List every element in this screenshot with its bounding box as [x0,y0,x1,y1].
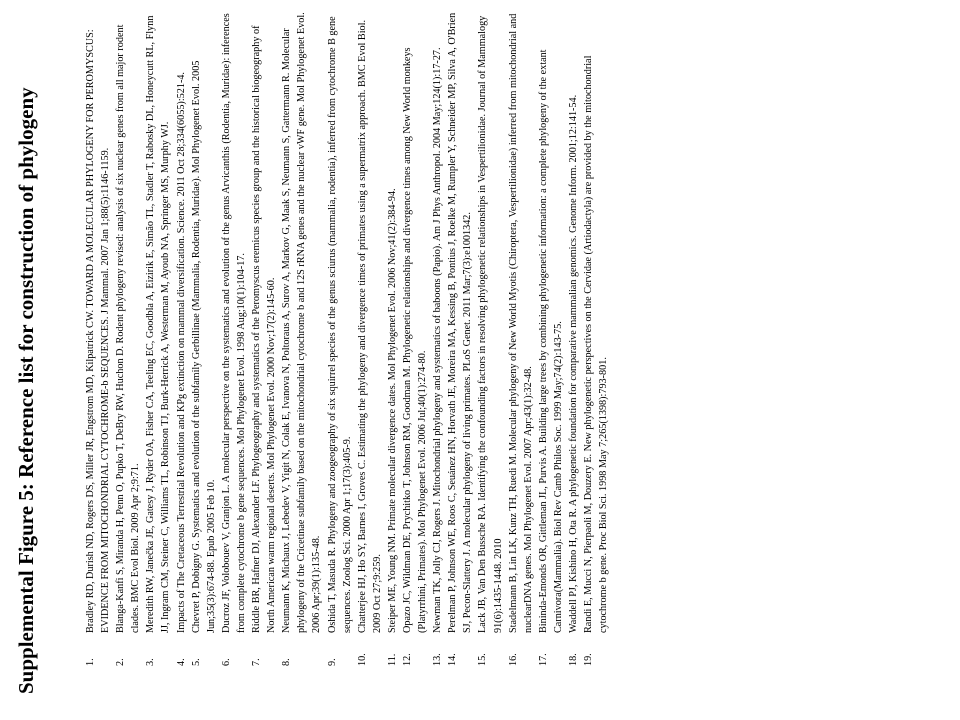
reference-text: Perelman P, Johnson WE, Roos C, Seuánez HN, Horvath JE, Moreira MA, Kessing B, Pontius J, Roelke M, Rumpler Y, Schneider MP, Silva A, O'Brien SJ, Pecon-Slattery J. A molecular phylogeny of living primates. PLoS Genet. 2011 Mar;7(3):e1001342. [447,12,474,633]
reference-number: 10. [356,653,368,666]
reference-text: Chatterjee HJ, Ho SY, Barnes I, Groves C. Estimating the phylogeny and divergence times of primates using a supermatrix approach. BMC Evol Biol. 2009 Oct 27;9:259. [356,19,383,633]
reference-text: Steiper ME, Young NM. Primate molecular divergence dates. Mol Phylogenet Evol. 2006 Nov;41(2):384-94. [386,188,398,633]
reference-item [325,6,355,666]
reference-text: Opazo JC, Wildman DE, Prychitko T, Johnson RM, Goodman M. Phylogenetic relationships and divergence times among New World monkeys (Platyrrhini, Primates). Mol Phylogenet Evol. 2006 Jul;40(1):274-80. [401,47,429,633]
reference-text: Stadelmann B, Lin LK, Kunz TH, Ruedi M. Molecular phylogeny of New World Myotis (Chiroptera, Vespertilionidae) inferred from mitochondrial and nuclearDNA genes. Mol Phylogenet Evol. 2007 Apr;43(1):32-48. [507,13,534,633]
reference-number: 17. [537,653,549,666]
reference-item [174,6,189,666]
reference-text: Randi E, Mucci N, Pierpaoli M, Douzery E. New phylogenetic perspectives on the Cervidae (Artiodactyla) are provided by the mitochondrial cytochrome b gene. Proc Biol Sci. 1998 May 7;265(1398):793-801. [583,55,610,633]
reference-text: Oshida T, Masuda R. Phylogeny and zoogeography of six squirrel species of the genus sciurus (mammalia, rodentia), inferred from cytochrome B gene sequences. Zoolog Sci. 2000 Apr 1;17(3):405-9. [326,16,353,633]
reference-item [506,6,536,666]
reference-number: 18. [568,653,579,666]
reference-item [113,6,143,666]
reference-item [536,6,566,666]
reference-item [83,6,113,666]
reference-number: 6. [220,658,232,666]
reference-number: 14. [447,653,459,666]
reference-number: 11. [386,653,398,666]
reference-number: 16. [507,653,519,666]
reference-item [430,6,445,666]
reference-item [189,6,219,666]
reference-text: Meredith RW, Janečka JE, Gatesy J, Ryder OA, Fisher CA, Teeling EC, Goodbla A, Eizirik E, Simão TL, Stadler T, Rabosky DL, Honeycutt RL, Flynn JJ, Ingram CM, Steiner C, Williams TL, Robinson TJ, Burk-Herrick A, Westerman M, Ayoub NA, Springer MS, Murphy WJ. [145,15,172,633]
reference-item [355,6,385,666]
reference-item [279,6,324,666]
reference-number: 9. [326,658,338,666]
reference-list [83,6,611,666]
reference-item [581,6,611,666]
reference-number: 4. [175,658,187,666]
reference-number: 13. [432,653,444,666]
reference-text: Waddell PJ, Kishino H, Ota R. A phylogenetic foundation for comparative mammalian genomics. Genome Inform. 2001;12:141-54. [568,94,579,633]
reference-number: 7. [251,658,263,666]
reference-text: Riddle BR, Hafner DJ, Alexander LF. Phylogeography and systematics of the Peromyscus eremicus species group and the historical biogeography of North American warm regional deserts. Mol Phylogenet Evol. 2000 Nov;17(2):145-60. [251,25,278,633]
reference-number: 1. [85,658,96,666]
reference-text: Lack JB, Van Den Bussche RA. Identifying the confounding factors in resolving phylogenetic relationships in Vespertilionidae. Journal of Mammalogy 91(6):1435-1448. 2010 [477,15,504,633]
reference-item [400,6,430,666]
reference-text: Ducroz JF, Volobouev V, Granjon L. A molecular perspective on the systematics and evolution of the genus Arvicanthis (Rodentia, Muridae): inferences from complete cytochrome b gene sequences. Mol Phylogenet Evol. 1998 Aug;10(1):104-17. [220,13,247,633]
reference-number: 19. [583,653,595,666]
reference-text: Blanga-Kanfi S, Miranda H, Penn O, Pupko T, DeBry RW, Huchon D. Rodent phylogeny revised: analysis of six nuclear genes from all major rodent clades. BMC Evol Biol. 2009 Apr 2;9:71. [115,24,142,633]
reference-text: Newman TK, Jolly CJ, Rogers J. Mitochondrial phylogeny and systematics of baboons (Papio). Am J Phys Anthropol. 2004 May;124(1):17-27. [432,47,444,633]
reference-item [249,6,279,666]
reference-item [445,6,475,666]
reference-number: 15. [477,653,489,666]
reference-number: 5. [190,658,202,666]
reference-text: Chevret P, Dobigny G. Systematics and evolution of the subfamily Gerbillinae (Mammalia, Rodentia, Muridae). Mol Phylogenet Evol. 2005 Jun;35(3):674-88. Epub 2005 Feb 10. [190,60,217,633]
reference-text: Bininda-Emonds OR, Gittleman JL, Purvis A. Building large trees by combining phylogenetic information: a complete phylogeny of the extant Carnivora(Mammalia). Biol Rev Camb Philos Soc. 1999 May;74(2):143-75. [537,49,564,633]
reference-item [475,6,505,666]
reference-text: Impacts of The Cretaceous Terrestrial Revolution and KPg extinction on mammal diversification. Science. 2011 Oct 28;334(6055):521-4. [175,72,187,633]
reference-number: 8. [281,658,293,666]
reference-text: Bradley RD, Durish ND, Rogers DS, Miller JR, Engstrom MD, Kilpatrick CW. TOWARD A MOLECULAR PHYLOGENY FOR PEROMYSCUS: EVIDENCE FROM MITOCHONDRIAL CYTOCHROME-b SEQUENCES. J Mammal. 2007 Jan 1;88(5):1146-1159. [85,29,112,633]
reference-item [143,6,173,666]
reference-item [385,6,400,666]
reference-number: 12. [401,653,413,666]
reference-item [566,6,581,666]
reference-item [219,6,249,666]
document-title: Supplemental Figure 5: Reference list for construction of phylogeny [14,87,38,694]
reference-number: 2. [115,658,127,666]
reference-text: Neumann K, Michaux J, Lebedev V, Yigit N, Colak E, Ivanova N, Poltoraus A, Surov A, Markov G, Maak S, Neumann S, Gattermann R. Molecular phylogeny of the Cricetinae subfamily based on the mitochondrial cytochrome b and 12S rRNA genes and the nuclear vWF gene. Mol Phylogenet Evol. 2006 Apr;39(1):135-48. [281,12,323,633]
reference-number: 3. [145,658,157,666]
